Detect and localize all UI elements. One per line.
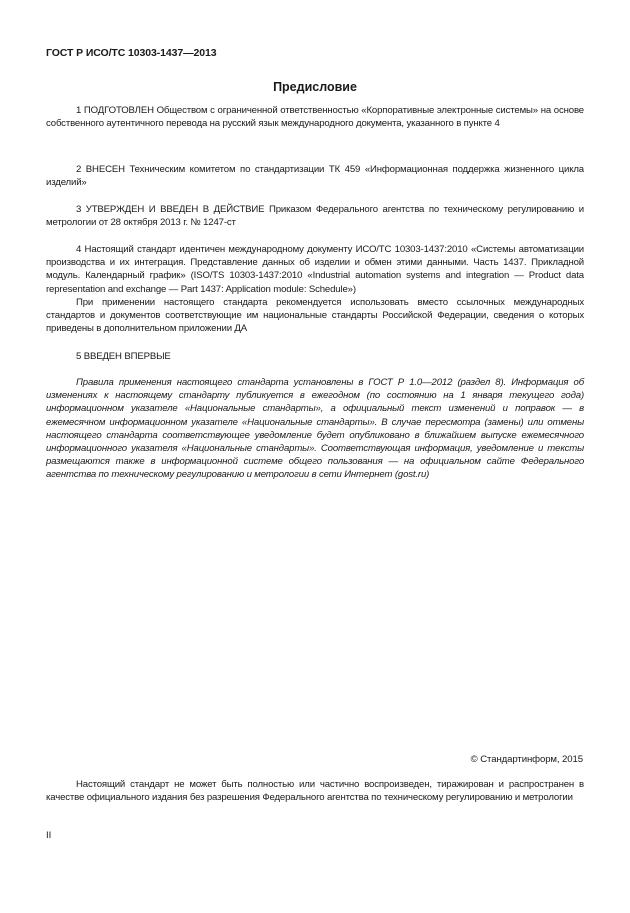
paragraph-reference-standards: При применении настоящего стандарта рекомендуется использовать вместо ссылочных международных стандартов и документов соответствующие им национальные стандарты Российской Федерации, сведения о которых приведены в дополнительном приложении ДА [46, 296, 584, 335]
paragraph-application-rules: Правила применения настоящего стандарта установлены в ГОСТ Р 1.0—2012 (раздел 8). Информация об изменениях к настоящему стандарту публикуется в ежегодном (по состоянию на 1 января текущего года) информационном указателе «Национальные стандарты», а официальный текст изменений и поправок — в ежемесячном информационном указателе «Национальные стандарты». В случае пересмотра (замены) или отмены настоящего стандарта соответствующее уведомление будет опубликовано в ближайшем выпуске ежемесячного информационного указателя «Национальные стандарты». Соответствующая информация, уведомление и тексты размещаются также в информационной системе общего пользования — на официальном сайте Федерального агентства по техническому регулированию и метрологии в сети Интернет (gost.ru) [46, 377, 584, 481]
paragraph-5-block [46, 350, 584, 363]
paragraph-6-block [46, 376, 584, 482]
paragraph-3-block [46, 203, 584, 229]
paragraph-submitted-by: 2 ВНЕСЕН Техническим комитетом по стандартизации ТК 459 «Информационная поддержка жизненного цикла изделий» [46, 164, 584, 189]
paragraph-approved: 3 УТВЕРЖДЕН И ВВЕДЕН В ДЕЙСТВИЕ Приказом Федерального агентства по техническому регулированию и метрологии от 28 октября 2013 г. № 1247-ст [46, 204, 584, 229]
paragraph-prepared-by: 1 ПОДГОТОВЛЕН Обществом с ограниченной ответственностью «Корпоративные электронные системы» на основе собственного аутентичного перевода на русский язык международного документа, указанного в пункте 4 [46, 105, 584, 130]
paragraph-4-block [46, 243, 584, 335]
paragraph-identical-standard: 4 Настоящий стандарт идентичен международному документу ИСО/ТС 10303-1437:2010 «Системы автоматизации производства и их интеграция. Представление данных об изделии и обмен этими данными. Часть 1437. Прикладной модуль. Календарный график» (ISO/TS 10303-1437:2010 «Industrial automation systems and integration — Product data representation and exchange — Part 1437: Application module: Schedule») [46, 244, 584, 295]
page-title: Предисловие [273, 80, 357, 94]
paragraph-2-block [46, 163, 584, 189]
paragraph-first-introduced: 5 ВВЕДЕН ВПЕРВЫЕ [76, 351, 171, 362]
paragraph-1-block [46, 104, 584, 130]
reproduction-notice-text: Настоящий стандарт не может быть полностью или частично воспроизведен, тиражирован и распространен в качестве официального издания без разрешения Федерального агентства по техническому регулированию и метрологии [46, 779, 584, 804]
page-number: II [46, 830, 52, 841]
document-code-header: ГОСТ Р ИСО/ТС 10303-1437—2013 [46, 47, 217, 59]
copyright-notice: © Стандартинформ, 2015 [470, 754, 583, 765]
reproduction-notice [46, 778, 584, 804]
